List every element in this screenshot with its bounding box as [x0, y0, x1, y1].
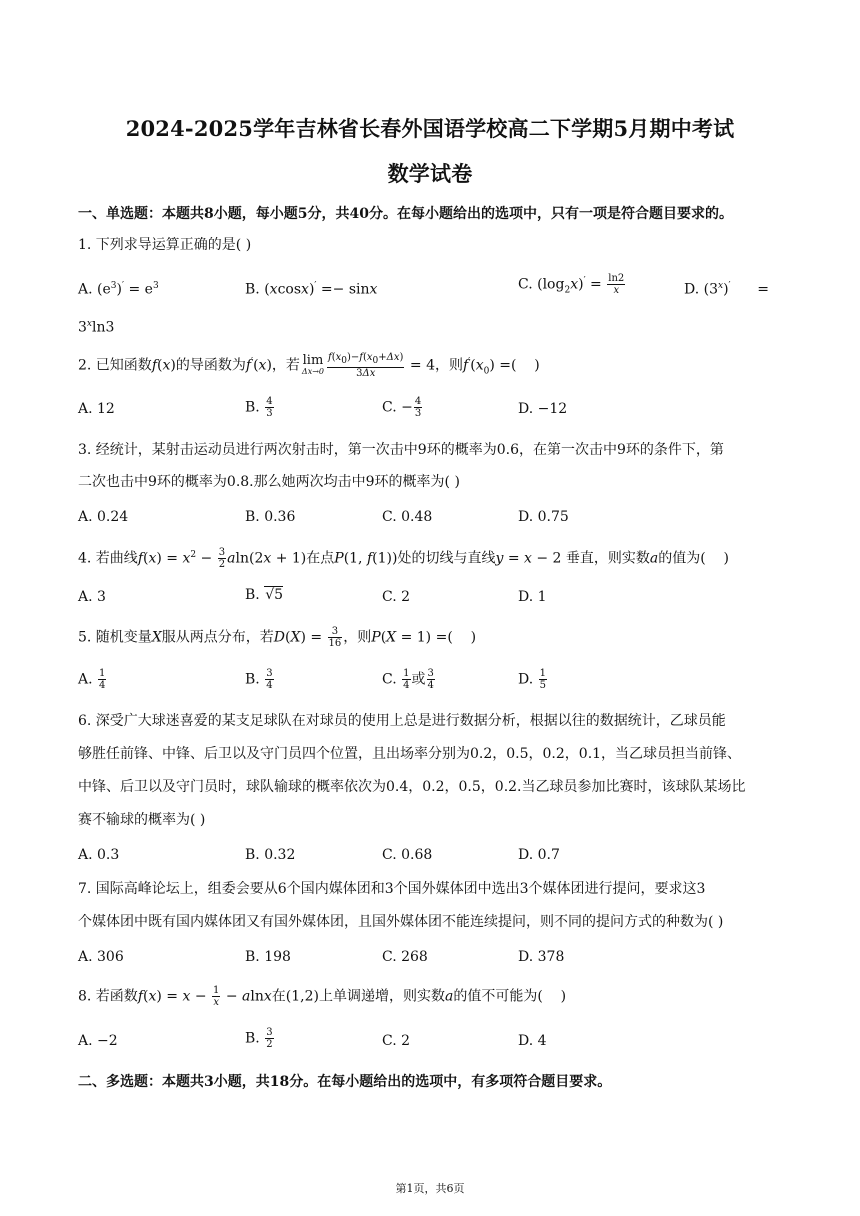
page-footer: 第1页，共6页 [395, 1182, 465, 1195]
question-7-option-a: A. 306 [78, 949, 124, 965]
question-4-option-d: D. 1 [518, 589, 547, 605]
question-5-option-a: A. $\frac{1}{4}$ [78, 668, 106, 691]
question-3-option-a: A. 0.24 [78, 509, 129, 525]
question-7-stem-line-1: 7. 国际高峰论坛上，组委会要从6个国内媒体团和3个国外媒体团中选出3个媒体团进行提问，要求这3 [78, 881, 706, 897]
question-8-stem: 8. 若函数f(x) = x − $\frac{1}{x}$ − alnx在(1,2)上单调递增，则实数a的值不可能为( ) [78, 985, 567, 1008]
question-1-option-d: D. (3$^x$)′ = [684, 281, 770, 298]
question-3-stem-line-1: 3. 经统计，某射击运动员进行两次射击时，第一次击中9环的概率为0.6，在第一次击中9环的条件下，第 [78, 442, 724, 458]
question-7-option-c: C. 268 [382, 949, 428, 965]
question-2-option-d: D. −12 [518, 401, 568, 417]
question-6-option-c: C. 0.68 [382, 847, 433, 863]
question-1-stem: 1. 下列求导运算正确的是( ) [78, 237, 252, 253]
question-4-option-c: C. 2 [382, 589, 411, 605]
question-6-stem-line-4: 赛不输球的概率为( ) [78, 812, 206, 828]
question-6-stem-line-3: 中锋、后卫以及守门员时，球队输球的概率依次为0.4，0.2，0.5，0.2.当乙球员参加比赛时，该球队某场比 [78, 779, 746, 795]
question-7-option-d: D. 378 [518, 949, 565, 965]
question-7-option-b: B. 198 [245, 949, 291, 965]
question-5-option-b: B. $\frac{3}{4}$ [245, 668, 273, 691]
question-1-option-d-continued: 3$^x$ln3 [78, 319, 115, 336]
section-heading-single-choice: 一、单选题：本题共8小题，每小题5分，共40分。在每小题给出的选项中，只有一项是符合题目要求的。 [78, 206, 733, 222]
question-2-option-a: A. 12 [78, 401, 115, 417]
exam-subtitle: 数学试卷 [387, 161, 473, 186]
question-2-stem: 2. 已知函数f(x)的导函数为f′(x)，若 lim Δx→0 $\frac{f(x0)-f(x0+\Delta x)}{3\Delta x}$ = 4，则$f'(x_0)$ =( ) [78, 352, 540, 379]
question-1-option-a: A. $(e^3)' = e^3$ [78, 281, 159, 298]
question-6-option-b: B. 0.32 [245, 847, 296, 863]
question-6-option-a: A. 0.3 [78, 847, 120, 863]
question-2-option-b: B. $\frac{4}{3}$ [245, 396, 273, 419]
question-4-option-b: B. √5 [245, 587, 284, 603]
question-3-option-c: C. 0.48 [382, 509, 433, 525]
exam-title: 2024-2025学年吉林省长春外国语学校高二下学期5月期中考试 [125, 116, 735, 141]
question-8-option-d: D. 4 [518, 1033, 547, 1049]
question-1-option-c: C. $(\log_2x)'$ = $\frac{\ln 2}{x}$ [518, 273, 625, 297]
section-heading-multi-choice: 二、多选题：本题共3小题，共18分。在每小题给出的选项中，有多项符合题目要求。 [78, 1074, 612, 1090]
question-1-option-b: B. (xcosx)′ =− sinx [245, 281, 378, 298]
question-4-stem: 4. 若曲线$f(x) = x^2$ − $\frac{3}{2}$ aln(2x + 1)在点P(1, f(1))处的切线与直线y = x − 2 垂直，则实数a的值为( ) [78, 547, 730, 571]
question-3-stem-line-2: 二次也击中9环的概率为0.8.那么她两次均击中9环的概率为( ) [78, 474, 460, 490]
question-8-option-b: B. $\frac{3}{2}$ [245, 1027, 273, 1050]
question-6-stem-line-1: 6. 深受广大球迷喜爱的某支足球队在对球员的使用上总是进行数据分析，根据以往的数据统计，乙球员能 [78, 713, 726, 729]
question-5-stem: 5. 随机变量X服从两点分布，若D(X) = $\frac{3}{16}$ ，则P(X = 1) =( ) [78, 626, 477, 649]
question-7-stem-line-2: 个媒体团中既有国内媒体团又有国外媒体团，且国外媒体团不能连续提问，则不同的提问方式的种数为( ) [78, 914, 724, 930]
question-2-option-c: C. − $\frac{4}{3}$ [382, 396, 422, 419]
question-5-option-d: D. $\frac{1}{5}$ [518, 668, 547, 691]
question-6-option-d: D. 0.7 [518, 847, 560, 863]
question-8-option-c: C. 2 [382, 1033, 411, 1049]
question-8-option-a: A. −2 [78, 1033, 118, 1049]
question-4-option-a: A. 3 [78, 589, 106, 605]
question-3-option-d: D. 0.75 [518, 509, 569, 525]
question-3-option-b: B. 0.36 [245, 509, 296, 525]
question-5-option-c: C. $\frac{1}{4}$ 或 $\frac{3}{4}$ [382, 668, 434, 691]
question-6-stem-line-2: 够胜任前锋、中锋、后卫以及守门员四个位置，且出场率分别为0.2，0.5，0.2，0.1，当乙球员担当前锋、 [78, 746, 742, 762]
